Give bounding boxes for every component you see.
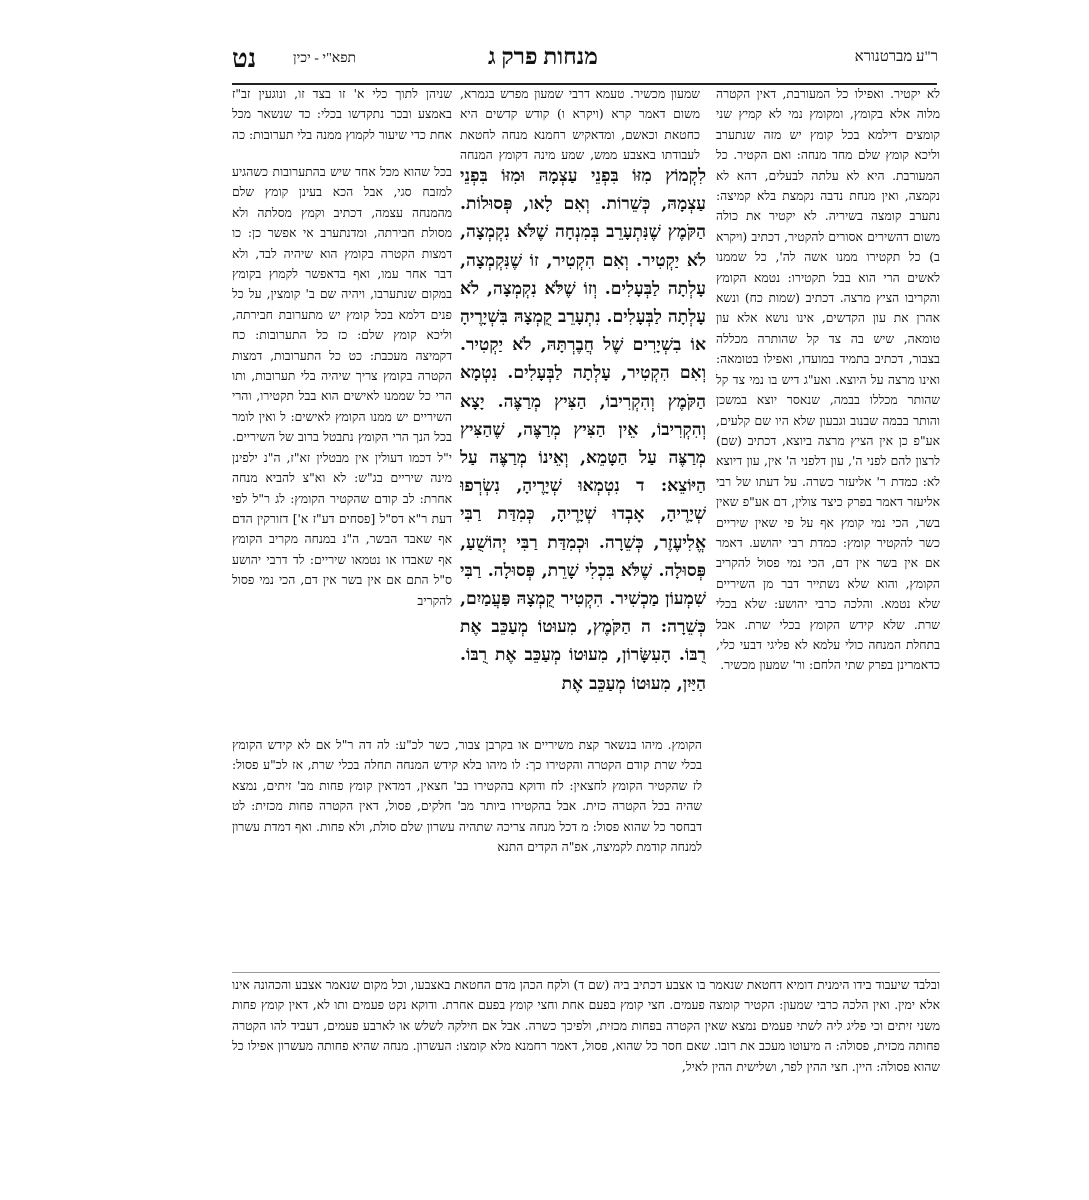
section-divider bbox=[232, 972, 940, 973]
yachin-commentary-top-text: שניהן לתוך כלי א' זו בצד זו, ונוגעין זב"ז באמצע ובכר נתקדשו בכלי: כד שנשאר מכל אחת כדי שיעור לקמוץ ממנה בלי תערובות: כה bbox=[232, 87, 452, 142]
bartenura-continuation-text: שמעון מכשיר. טעמא דרבי שמעון מפרש בגמרא, משום דאמר קרא (ויקרא ו) קודש קדשים היא כחטאת וכאשם, ומדאקיש רחמנא מנחה לחטאת לעבודתו באצבע ממש, שמע מינה דקומץ המנחה bbox=[460, 87, 700, 162]
running-header bbox=[218, 44, 938, 78]
yachin-commentary-bottom bbox=[232, 735, 702, 963]
bartenura-bottom-block bbox=[232, 975, 940, 1095]
yachin-commentary-column bbox=[232, 162, 452, 724]
header-side-commentary: תפא"י - יכין bbox=[293, 51, 357, 66]
bartenura-commentary-column bbox=[716, 84, 940, 972]
page-number: נט bbox=[232, 44, 257, 74]
yachin-commentary-text: בכל שהוא מכל אחד שיש בהתערובות כשהגיע למזבח סגי, אבל הכא בעינן קומץ שלם מהמנחה עצמה, דכתיב וקמץ מסלתה ולא מסולת חבירתה, ומדנתערב אי אפשר כן: כו דמצות הקטרה בקומץ הוא שיהיה לבד, ולא דבר אחר עמו, ואף בדאפשר לקמוץ בקומץ במקום שנתערבו, ויהיה שם ב' קומצין, על כל פנים דלמא בכל קומץ יש מתערובת חבירתה, וליכא קומץ שלם: כז כל התערובות: כח דקמיצה מעכבת: כט כל התערובות, דמצות הקטרה בקומץ צריך שיהיה בלי תערובות, ותו הרי כל שממנו לאישים הוא בבל תקטירו, והרי השיריים יש ממנו הקומץ לאישים: ל ואין לומר בכל הנך הרי הקומץ נתבטל ברוב של השיריים. י"ל דכמו דעולין אין מבטלין זא"ז, ה"נ ילפינן מינה שיריים בג"ש: לא וא"צ להביא מנחה אחרת: לב קודם שהקטיר הקומץ: לג ר"ל לפי דעת ר"א דס"ל [פסחים דע"ז א'] דזורקין הדם אף שאבד הבשר, ה"נ במנחה מקריב הקומץ אף שאבדו או נטמאו שיריים: לד דרבי יהושע ס"ל התם אם אין בשר אין דם, הכי נמי פסול להקריב bbox=[232, 165, 452, 608]
mishnah-main-text-column bbox=[460, 162, 706, 732]
yachin-commentary-bottom-text: הקומץ. מיהו בנשאר קצת משיריים או בקרבן צבור, כשר לכ"ע: לה דה ר"ל אם לא קידש הקומץ בכלי שרת קודם הקטרה והקטירו כך: לו מיהו בלא קידש המנחה תחלה בכלי שרת, אז לכ"ע פסול: לז שהקטיר הקומץ לחצאין: לח ודוקא בהקטירו בב' חצאין, דמדאין קומץ פחות מב' זיתים, נמצא שהיה בכל הקטרה כזית. אבל בהקטירו ביותר מב' חלקים, פסול, דאין הקטרה פחות מכזית: לט דבחסר כל שהוא פסול: מ דכל מנחה צריכה שתהיה עשרון שלם סולת, ולא פחות. ואף דמדת עשרון למנחה קודמת לקמיצה, אפ"ה הקדים התנא bbox=[232, 738, 702, 855]
mishnah-text: לִקְמוֹץ מִזּוֹ בִּפְנֵי עַצְמָהּ וּמִזּוֹ בִּפְנֵי עַצְמָהּ, כְּשֵׁרוֹת. וְאִם לָאו, פְּסוּלוֹת. הַקֹּמֶץ שֶׁנִּתְעָרֵב בְּמִנְחָה שֶׁלֹּא נִקְמְצָה, לֹא יַקְטִיר. וְאִם הִקְטִיר, זוֹ שֶׁנִּקְמְצָה, עָלְתָה לַבְּעָלִים. וְזוֹ שֶׁלֹּא נִקְמְצָה, לֹא עָלְתָה לַבְּעָלִים. נִתְעָרֵב קֻמְצָהּ בִּשְׁיָרֶיהָ אוֹ בִשְׁיָרִים שֶׁל חֲבֶרְתָּהּ, לֹא יַקְטִיר. וְאִם הִקְטִיר, עָלְתָה לַבְּעָלִים. נִטְמָא הַקֹּמֶץ וְהִקְרִיבוֹ, הַצִּיץ מְרַצֶּה. יָצָא וְהִקְרִיבוֹ, אֵין הַצִּיץ מְרַצֶּה, שֶׁהַצִּיץ מְרַצֶּה עַל הַטָּמֵא, וְאֵינוֹ מְרַצֶּה עַל הַיּוֹצֵא: ד נִטְמְאוּ שְׁיָרֶיהָ, נִשְׂרְפוּ שְׁיָרֶיהָ, אָבְדוּ שְׁיָרֶיהָ, כְּמִדַּת רַבִּי אֱלִיעֶזֶר, כְּשֵׁרָה. וּכְמִדַּת רַבִּי יְהוֹשֻׁעַ, פְּסוּלָה. שֶׁלֹּא בִּכְלִי שָׁרֵת, פְּסוּלָה. רַבִּי שִׁמְעוֹן מַכְשִׁיר. הִקְטִיר קֻמְצָהּ פַּעֲמַיִם, כְּשֵׁרָה: ה הַקֹּמֶץ, מִעוּטוֹ מְעַכֵּב אֶת רֻבּוֹ. הָעִשָּׂרוֹן, מִעוּטוֹ מְעַכֵּב אֶת רֻבּוֹ. הַיַּיִן, מִעוּטוֹ מְעַכֵּב אֶת bbox=[460, 166, 706, 694]
bartenura-bottom-text: ובלבד שיעבוד בידו הימנית דומיא דחטאת שנאמר בו אצבע דכתיב ביה (שם ד) ולקח הכהן מדם החטאת באצבעו, וכל מקום שנאמר אצבע והכהונה אינו אלא ימין. ואין הלכה כרבי שמעון: הקטיר קומצה פעמים. חצי קומץ בפעם אחת וחצי קומץ בפעם אחרת. ודוקא נקט פעמים ותו לא, דאין קומץ פחות משני זיתים וכי פליג ליה לשתי פעמים נמצא שאין הקטרה בפחות מכזית, ולפיכך כשרה. אבל אם חילקה לשלש או לארבע פעמים, דעביד להו הקטרה פחותה מכזית, פסולה: ה מיעוטו מעכב את רובו. שאם חסר כל שהוא, פסול, דאמר רחמנא מלא קומצו: העשרון. מנחה שהיא פחותה מעשרון אפילו כל שהוא פסולה: היין. חצי ההין לפר, ושלישית ההין לאיל, bbox=[232, 978, 940, 1074]
yachin-commentary-top bbox=[232, 84, 452, 144]
header-commentator-name: ר"ע מברטנורא bbox=[854, 49, 938, 65]
bartenura-commentary-text: לא יקטיר. ואפילו כל המעורבת, דאין הקטרה מלוה אלא בקומץ, ומקומץ נמי לא קמיץ שני קומצים דילמא בכל קומץ יש מזה שנתערב וליכא קומץ שלם מחד מנחה: ואם הקטיר. כל המעורבת. היא לא עלתה לבעלים, דהא לא נקמצה, ואין מנחת נדבה נקמצת בלא קמיצה: נתערב קומצה בשיריה. לא יקטיר את כולה משום דהשירים אסורים להקטיר, דכתיב (ויקרא ב) כל תקטירו ממנו אשה לה', כל שממנו לאשים הרי הוא בבל תקטירו: נטמא הקומץ והקריבו הציץ מרצה. דכתיב (שמות כח) ונשא אהרן את עון הקדשים, אינו נושא אלא עון טומאה, שיש בה צד קל שהותרה מכללה בצבור, דכתיב בתמיד במועדו, ואפילו בטומאה: ואינו מרצה על היוצא. ואע"ג דיש בו נמי צד קל שהותר מכללו בבמה, שנאסר יוצא במשכן והותר בבמה שבנוב וגבעון שלא היו שם קלעים, אע"פ כן אין הציץ מרצה ביוצא, דכתיב (שם) לרצון להם לפני ה', עון דלפני ה' אין, עון דיוצא לא: כמדת ר' אליעזר כשרה. על דעתו של רבי אליעזר דאמר בפרק כיצד צולין, דם אע"פ שאין בשר, הכי נמי קומץ אף על פי שאין שיריים כשר להקטיר קומץ: כמדת רבי יהושע. דאמר אם אין בשר אין דם, הכי נמי פסול להקריב הקומץ, והוא שלא נשתייר דבר מן השיריים שלא נטמא. והלכה כרבי יהושע: שלא בכלי שרת. שלא קידש הקומץ בכלי שרת. אבל בתחלת המנחה כולי עלמא לא פליגי דבעי כלי, כדאמרינן בפרק שתי הלחם: ור' שמעון מכשיר. bbox=[716, 87, 940, 673]
bartenura-continuation-top bbox=[460, 84, 700, 162]
header-tractate-chapter: מנחות פרק ג bbox=[488, 44, 598, 69]
